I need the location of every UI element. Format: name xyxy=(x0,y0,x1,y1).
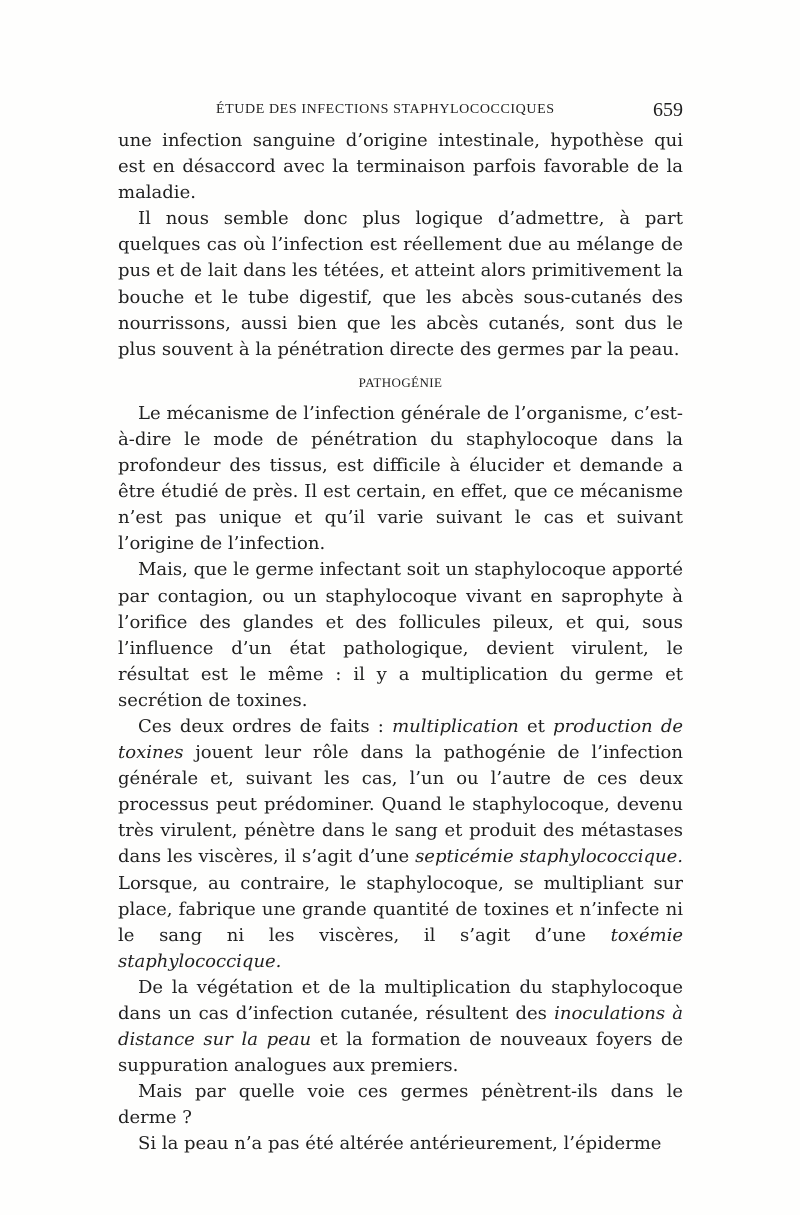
running-head xyxy=(118,100,683,124)
text-run: et la formation de nouveaux foyers de suppuration analogues aux premiers. xyxy=(118,1029,683,1077)
text-run: et xyxy=(518,715,554,737)
italic-term: septicémie staphylococcique. xyxy=(415,846,683,868)
italic-term: toxémie staphylococcique. xyxy=(118,924,683,972)
text-run: Lorsque, au contraire, le staphylocoque, se multipliant sur place, fabrique une grande quantité de toxines et n’infecte ni le sang ni les viscères, il s’agit d’une xyxy=(118,872,683,946)
running-title: ÉTUDE DES INFECTIONS STAPHYLOCOCCIQUES xyxy=(216,102,555,117)
paragraph: Le mécanisme de l’infection générale de l’organisme, c’est-à-dire le mode de pénétration du staphylocoque dans la profondeur des tissus, est difficile à élucider et demande a être étudié de près. Il est certain, en effet, que ce mécanisme n’est pas unique et qu’il varie suivant le cas et suivant l’origine de l’infection. xyxy=(118,402,683,555)
italic-term: multiplication xyxy=(392,715,519,737)
paragraph xyxy=(118,714,683,975)
paragraph: Il nous semble donc plus logique d’admettre, à part quelques cas où l’infection est réellement due au mélange de pus et de lait dans les tétées, et atteint alors primitivement la bouche et le tube digestif, que les abcès sous-cutanés des nourrissons, aussi bien que les abcès cutanés, sont dus le plus souvent à la pénétration directe des germes par la peau. xyxy=(118,208,683,360)
text-run: Ces deux ordres de faits : xyxy=(138,715,393,737)
section-heading: PATHOGÉNIE xyxy=(358,374,443,390)
paragraph: Mais, que le germe infectant soit un staphylocoque apporté par contagion, ou un staphylocoque vivant en saprophyte à l’orifice des glandes et des follicules pileux, et qui, sous l’influence d’un état pathologique, devient virulent, le résultat est le même : il y a multiplication du germe et secrétion de toxines. xyxy=(118,559,683,711)
italic-term: production de toxines xyxy=(118,715,683,764)
paragraph: Mais par quelle voie ces germes pénètrent-ils dans le derme ? xyxy=(118,1081,683,1129)
body-text xyxy=(118,128,683,1158)
page-number: 659 xyxy=(653,99,683,121)
paragraph xyxy=(118,975,683,1079)
text-run: De la végétation et de la multiplication du staphylocoque dans un cas d’infection cutanée, résultent des xyxy=(118,976,683,1024)
paragraph-continued: une infection sanguine d’origine intestinale, hypothèse qui est en désaccord avec la terminaison parfois favorable de la maladie. xyxy=(118,130,683,204)
italic-term: inoculations à distance sur la peau xyxy=(118,1003,683,1051)
text-run: jouent leur rôle dans la pathogénie de l’infection générale et, suivant les cas, l’un ou l’autre de ces deux processus peut prédominer. Quand le staphylocoque, devenu très virulent, pénètre dans le sang et produit des métastases dans les viscères, il s’agit d’une xyxy=(118,742,683,868)
paragraph: Si la peau n’a pas été altérée antérieurement, l’épiderme xyxy=(138,1133,662,1155)
